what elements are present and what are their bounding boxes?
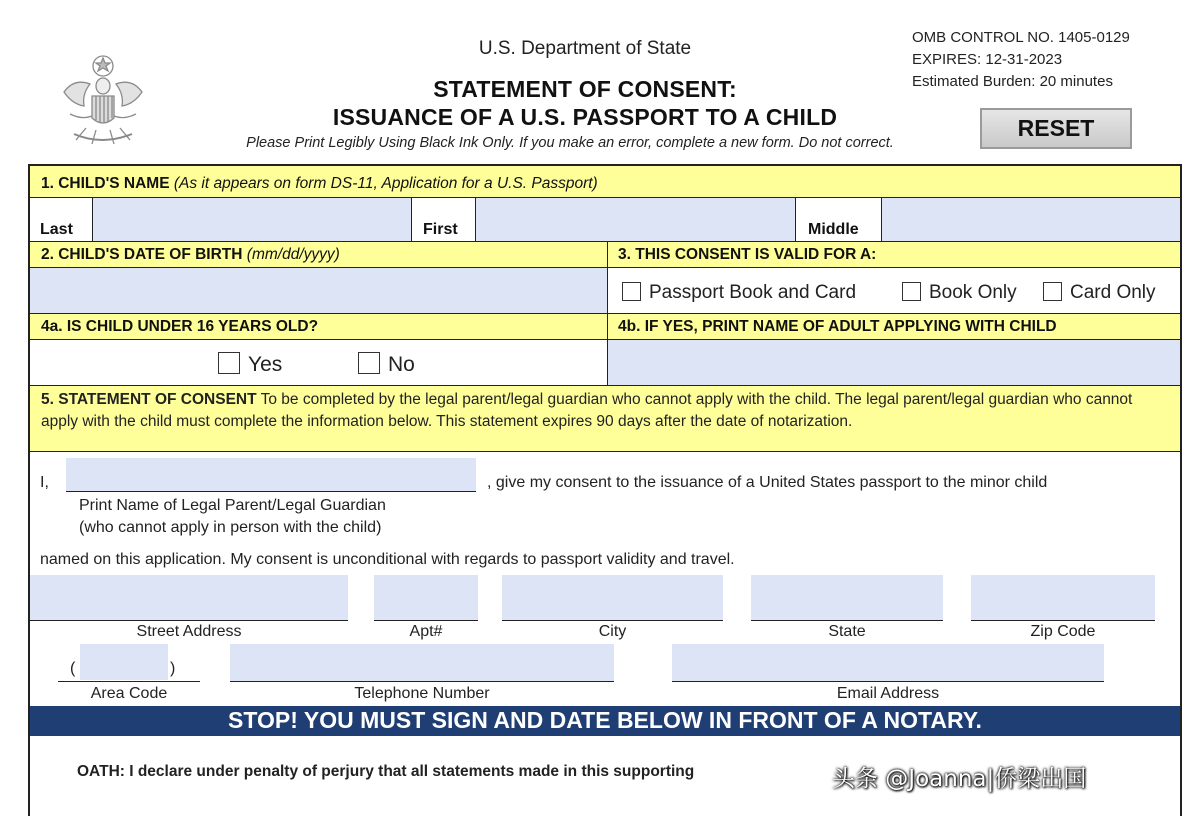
last-name-input[interactable] <box>93 198 412 241</box>
section2-note: (mm/dd/yyyy) <box>246 246 340 263</box>
omb-control-number: OMB CONTROL NO. 1405-0129 <box>912 29 1130 46</box>
parent-name-input[interactable] <box>66 458 476 492</box>
checkbox-book-and-card[interactable] <box>622 282 641 301</box>
area-code-group <box>58 644 200 682</box>
form-title-line2: ISSUANCE OF A U.S. PASSPORT TO A CHILD <box>332 104 838 130</box>
prefix-i: I, <box>40 474 49 491</box>
child-name-row <box>30 198 1180 242</box>
first-label: First <box>412 198 476 241</box>
checkbox-book-only[interactable] <box>902 282 921 301</box>
section5-heading: 5. STATEMENT OF CONSENT <box>41 391 257 408</box>
email-input[interactable] <box>672 644 1104 682</box>
telephone-input[interactable] <box>230 644 614 682</box>
section4a-heading: 4a. IS CHILD UNDER 16 YEARS OLD? <box>41 318 319 335</box>
notary-stop-banner: STOP! YOU MUST SIGN AND DATE BELOW IN FRONT OF A NOTARY. <box>30 706 1180 736</box>
section2-heading: 2. CHILD'S DATE OF BIRTH <box>41 246 243 263</box>
option-yes[interactable]: Yes <box>218 352 282 377</box>
middle-label: Middle <box>796 198 882 241</box>
area-code-open-paren: ( <box>70 660 76 677</box>
great-seal-icon <box>56 52 150 148</box>
street-address-input[interactable] <box>30 575 348 621</box>
section1-note: (As it appears on form DS-11, Application for a U.S. Passport) <box>173 175 598 192</box>
email-label: Email Address <box>836 685 940 702</box>
omb-info <box>912 27 1130 93</box>
section3-heading: 3. THIS CONSENT IS VALID FOR A: <box>618 246 877 263</box>
consent-valid-options <box>608 268 1180 314</box>
section1-heading: 1. CHILD'S NAME <box>41 175 170 192</box>
middle-name-input[interactable] <box>882 198 1180 241</box>
section4b-heading: 4b. IF YES, PRINT NAME OF ADULT APPLYING WITH CHILD <box>618 318 1057 335</box>
expires-date: EXPIRES: 12-31-2023 <box>912 51 1063 68</box>
parent-name-caption-1: Print Name of Legal Parent/Legal Guardian <box>79 497 386 514</box>
named-text: named on this application. My consent is unconditional with regards to passport validity and travel. <box>40 551 735 568</box>
watermark: 头条 @Joanna|侨梁出国 <box>832 766 1087 792</box>
section2-header <box>30 242 608 268</box>
first-name-input[interactable] <box>476 198 796 241</box>
option-book-and-card[interactable]: Passport Book and Card <box>622 282 856 304</box>
city-label: City <box>598 623 627 640</box>
section1-header <box>30 166 1180 198</box>
under16-options <box>30 340 608 386</box>
section5-header <box>30 386 1180 452</box>
option-no[interactable]: No <box>358 352 415 377</box>
telephone-label: Telephone Number <box>354 685 490 702</box>
oath-text: OATH: I declare under penalty of perjury that all statements made in this supporting <box>77 763 695 780</box>
city-input[interactable] <box>502 575 723 621</box>
area-code-label: Area Code <box>90 685 168 702</box>
option-card-only[interactable]: Card Only <box>1043 282 1156 304</box>
form-instructions: Please Print Legibly Using Black Ink Only. If you make an error, complete a new form. Do not correct. <box>246 135 894 151</box>
checkbox-yes[interactable] <box>218 352 240 374</box>
option-book-only[interactable]: Book Only <box>902 282 1017 304</box>
section4a-header <box>30 314 608 340</box>
estimated-burden: Estimated Burden: 20 minutes <box>912 73 1113 90</box>
area-code-input[interactable] <box>80 644 168 680</box>
section4b-header <box>608 314 1180 340</box>
reset-button[interactable]: RESET <box>980 108 1132 149</box>
child-dob-input[interactable] <box>30 268 608 314</box>
section3-header <box>608 242 1180 268</box>
adult-applying-name-input[interactable] <box>608 340 1180 386</box>
last-label: Last <box>30 198 93 241</box>
zip-code-input[interactable] <box>971 575 1155 621</box>
apt-label: Apt# <box>409 623 443 640</box>
parent-name-caption-2: (who cannot apply in person with the child) <box>79 519 382 536</box>
department-name: U.S. Department of State <box>478 38 692 59</box>
zip-code-label: Zip Code <box>1030 623 1096 640</box>
checkbox-no[interactable] <box>358 352 380 374</box>
state-label: State <box>828 623 866 640</box>
apt-input[interactable] <box>374 575 478 621</box>
form-title-line1: STATEMENT OF CONSENT: <box>433 76 737 102</box>
area-code-close-paren: ) <box>170 660 176 677</box>
section5-intro: To be completed by the legal parent/legal guardian who cannot apply with the child. The legal parent/legal guardian who cannot apply with the child must complete the information below. This statement expires 90 days after the date of notarization. <box>41 391 1133 430</box>
consent-text: , give my consent to the issuance of a United States passport to the minor child <box>487 474 1048 491</box>
state-input[interactable] <box>751 575 943 621</box>
checkbox-card-only[interactable] <box>1043 282 1062 301</box>
street-address-label: Street Address <box>136 623 242 640</box>
